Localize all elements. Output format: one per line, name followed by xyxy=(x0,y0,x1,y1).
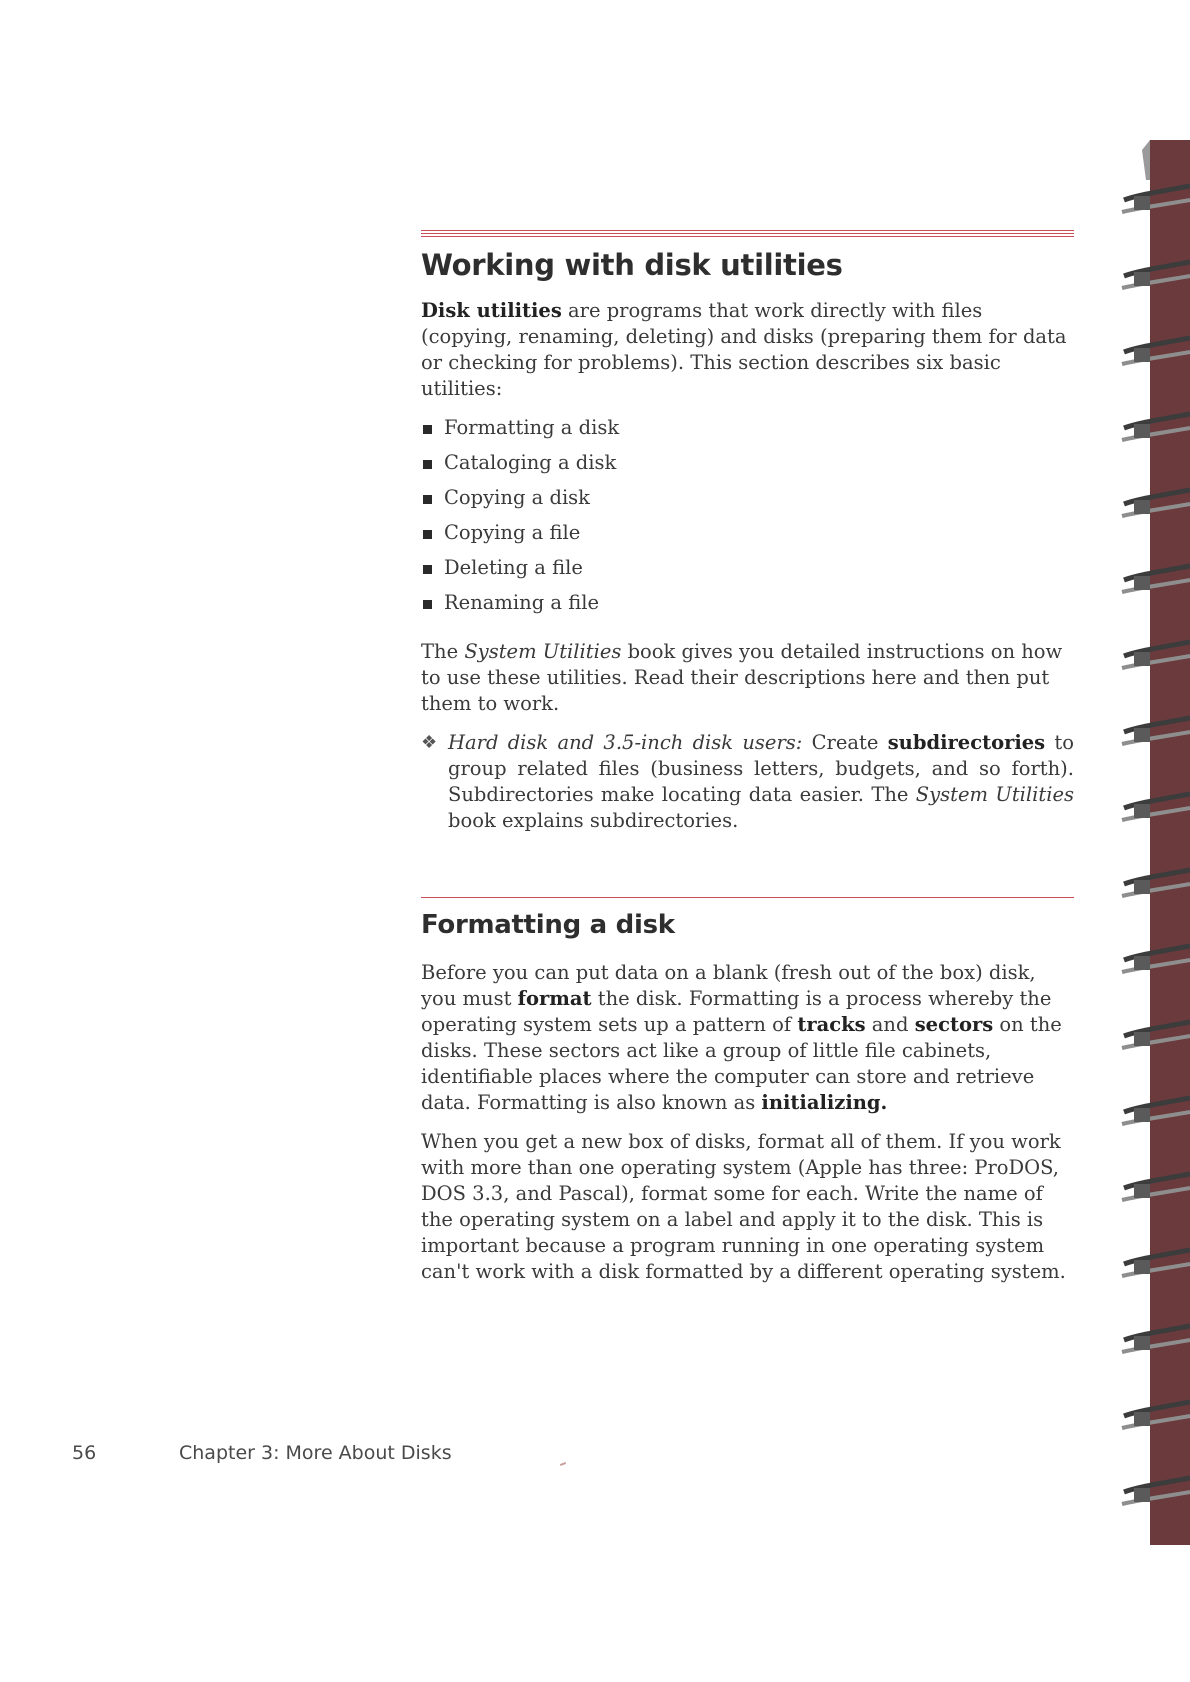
list-item: Deleting a file xyxy=(421,555,1074,590)
spiral-binding xyxy=(1120,140,1190,1545)
hard-disk-note: ❖ Hard disk and 3.5-inch disk users: Create subdirectories to group related files (business letters, budgets, and so forth). Subdirectories make locating data easier. The System Utilities book explains subdirectories. xyxy=(421,731,1074,832)
term-disk-utilities: Disk utilities xyxy=(421,299,562,322)
bullet-square-icon xyxy=(423,565,432,574)
term-initializing: initializing. xyxy=(761,1091,888,1114)
section-rule-double xyxy=(421,230,1074,240)
list-item: Copying a file xyxy=(421,520,1074,555)
section-title-disk-utilities: Working with disk utilities xyxy=(421,248,843,282)
system-utilities-paragraph: The System Utilities book gives you detailed instructions on how to use these utilities. Read their descriptions here and then put them to work. xyxy=(421,640,1063,715)
term-sectors: sectors xyxy=(914,1013,994,1036)
list-item: Copying a disk xyxy=(421,485,1074,520)
note-lead: Hard disk and 3.5-inch disk users: xyxy=(448,731,803,754)
list-item: Cataloging a disk xyxy=(421,450,1074,485)
formatting-paragraph: Before you can put data on a blank (fresh out of the box) disk, you must format the disk. Formatting is a process whereby the operating system sets up a pattern of tracks and sectors on the disks. These sectors act like a group of little file cabinets, identifiable places where the computer can store and retrieve data. Formatting is also known as initializing. xyxy=(421,961,1062,1114)
bullet-square-icon xyxy=(423,600,432,609)
page-content xyxy=(421,230,1074,1298)
utilities-list xyxy=(421,415,1074,625)
bullet-square-icon xyxy=(423,460,432,469)
book-title: System Utilities xyxy=(464,640,622,663)
new-disks-paragraph: When you get a new box of disks, format all of them. If you work with more than one operating system (Apple has three: ProDOS, DOS 3.3, and Pascal), format some for each. Write the name of the operating system on a label and apply it to the disk. This is important because a program running in one operating system can't work with a disk formatted by a different operating system. xyxy=(421,1130,1066,1283)
chapter-title: Chapter 3: More About Disks xyxy=(179,1442,452,1464)
diamond-note-icon: ❖ xyxy=(421,732,438,753)
page-footer xyxy=(0,1442,700,1472)
bullet-square-icon xyxy=(423,530,432,539)
list-item: Renaming a file xyxy=(421,590,1074,625)
bullet-square-icon xyxy=(423,495,432,504)
section-title-formatting: Formatting a disk xyxy=(421,910,675,940)
formatting-section xyxy=(421,897,1074,1285)
intro-paragraph: Disk utilities are programs that work directly with files (copying, renaming, deleting) and disks (preparing them for data or checking for problems). This section describes six basic utilities: xyxy=(421,299,1067,400)
bullet-square-icon xyxy=(423,425,432,434)
term-subdirectories: subdirectories xyxy=(887,731,1046,754)
binding-edge xyxy=(1142,140,1150,180)
list-item: Formatting a disk xyxy=(421,415,1074,450)
term-format: format xyxy=(517,987,592,1010)
term-tracks: tracks xyxy=(797,1013,866,1036)
section-rule-single xyxy=(421,897,1074,898)
page-number: 56 xyxy=(72,1442,97,1464)
book-title: System Utilities xyxy=(915,783,1074,806)
